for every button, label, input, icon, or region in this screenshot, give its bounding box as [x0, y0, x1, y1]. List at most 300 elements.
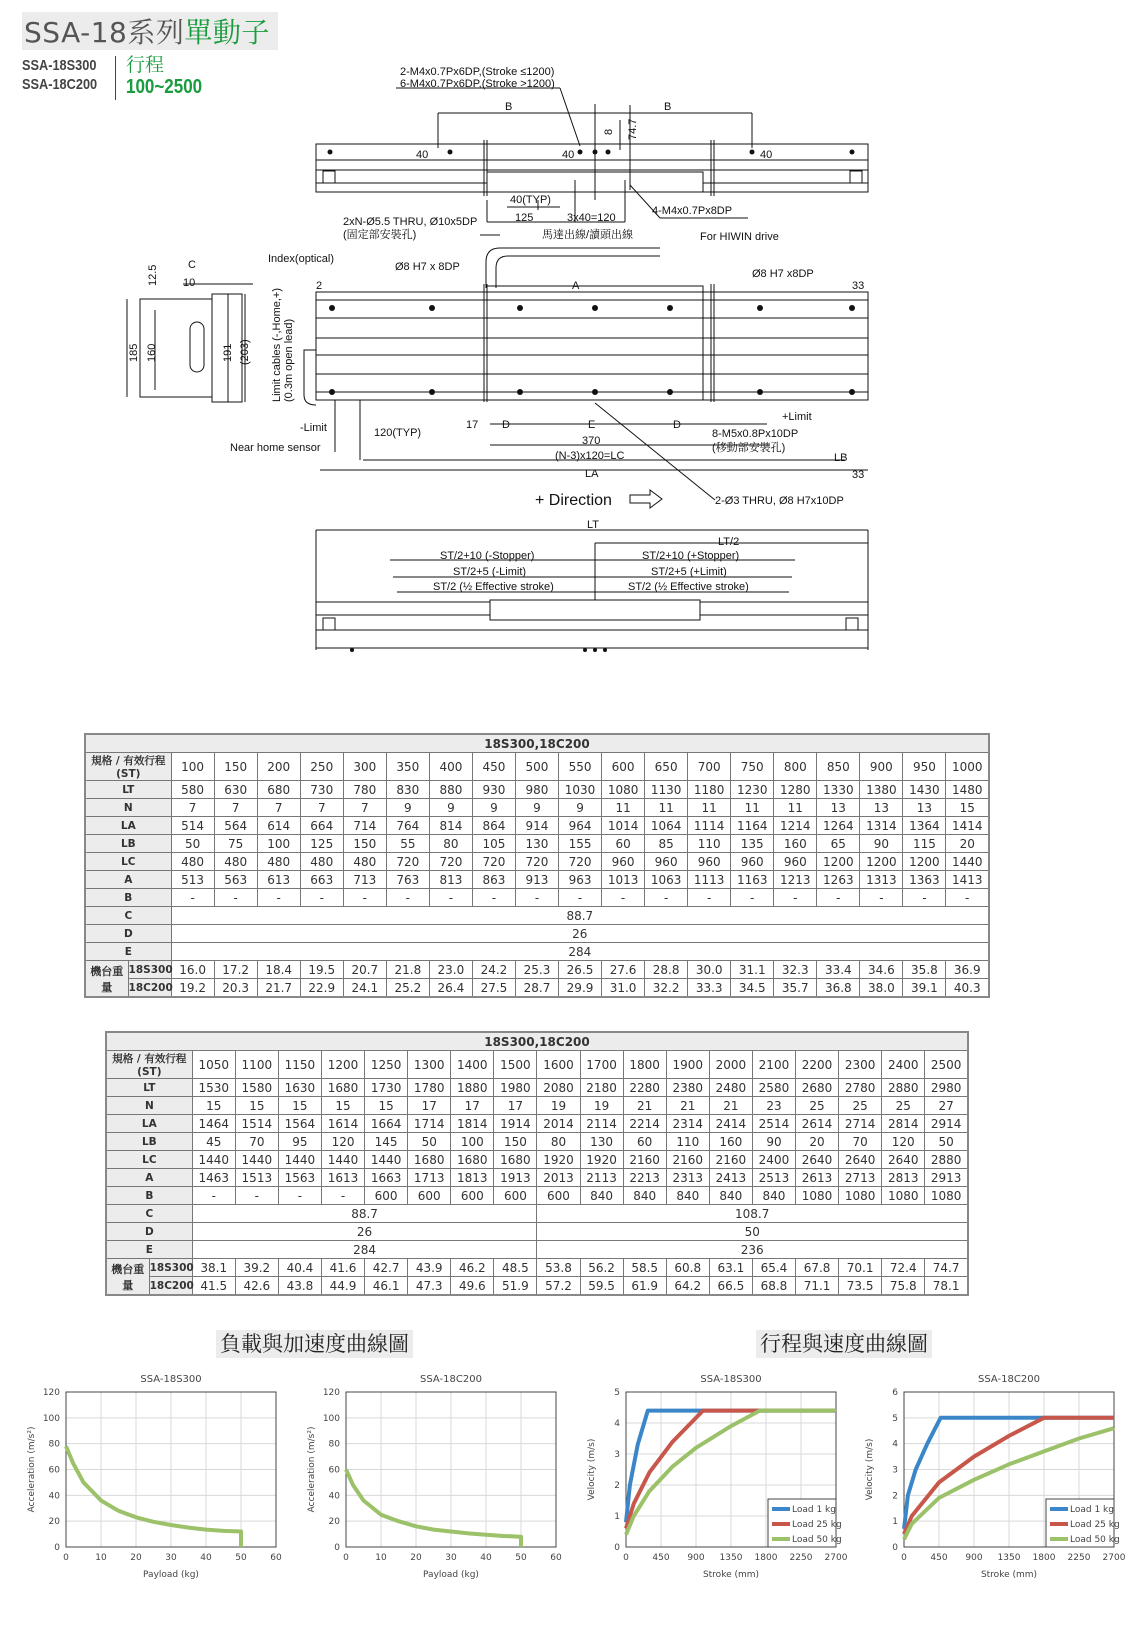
label-191: 191: [222, 343, 234, 362]
value-cell: 1430: [903, 781, 946, 799]
x-axis-label: Payload (kg): [423, 1570, 479, 1580]
y-tick: 80: [48, 1439, 60, 1450]
model-name: SSA-18S300: [22, 57, 97, 74]
stroke-cell: 200: [257, 753, 300, 781]
label-40: 40: [416, 149, 429, 161]
x-tick: 0: [63, 1553, 69, 1563]
label-120typ: 120(TYP): [374, 427, 422, 439]
weight-cell: 36.8: [817, 979, 860, 998]
table-row: [106, 1133, 968, 1151]
value-cell: 960: [774, 853, 817, 871]
label-eff-neg: ST/2 (½ Effective stroke): [433, 581, 554, 593]
weight-cell: 65.4: [752, 1259, 795, 1277]
value-cell: 2280: [623, 1079, 666, 1097]
x-tick: 1350: [997, 1553, 1021, 1563]
merged-value-cell: 284: [171, 943, 989, 961]
value-cell: 160: [709, 1133, 752, 1151]
value-cell: 2480: [709, 1079, 752, 1097]
label-fixed-mount: (固定部安裝孔): [343, 229, 417, 241]
x-tick: 2700: [1102, 1553, 1126, 1563]
x-tick: 0: [343, 1553, 349, 1563]
weight-cell: 19.5: [300, 961, 343, 979]
label-lt: LT: [587, 519, 600, 531]
model-name: SSA-18C200: [22, 76, 98, 93]
value-cell: 15: [365, 1097, 408, 1115]
legend-item: Load 1 kg: [1070, 1505, 1114, 1515]
value-cell: 813: [429, 871, 472, 889]
stroke-cell: 1900: [666, 1051, 709, 1079]
value-cell: 830: [386, 781, 429, 799]
value-cell: 11: [645, 799, 688, 817]
weight-cell: 70.1: [839, 1259, 882, 1277]
value-cell: 7: [300, 799, 343, 817]
weight-label: 機台重量: [85, 961, 128, 998]
value-cell: 720: [515, 853, 558, 871]
value-cell: -: [860, 889, 903, 907]
y-tick: 1: [614, 1512, 620, 1522]
x-tick: 10: [375, 1553, 387, 1563]
value-cell: 60: [623, 1133, 666, 1151]
section-title-stroke-velocity: 行程與速度曲線圖: [756, 1330, 932, 1358]
label-limit-cables: Limit cables (-,Home,+): [271, 287, 283, 402]
weight-cell: 71.1: [796, 1277, 839, 1296]
value-cell: 1263: [817, 871, 860, 889]
value-cell: 1030: [559, 781, 602, 799]
value-cell: 1563: [278, 1169, 321, 1187]
row-label: B: [106, 1187, 192, 1205]
chart-svg: [20, 1370, 290, 1580]
value-cell: 720: [559, 853, 602, 871]
legend-item: Load 50 kg: [1070, 1535, 1120, 1545]
row-label: LA: [106, 1115, 192, 1133]
label-m4-8dp: 4-M4x0.7Px8DP: [652, 205, 733, 217]
value-cell: 1880: [451, 1079, 494, 1097]
weight-cell: 29.9: [559, 979, 602, 998]
label-motor-cable: 馬達出線/讀頭出線: [542, 229, 634, 241]
value-cell: 17: [408, 1097, 451, 1115]
value-cell: 9: [515, 799, 558, 817]
weight-cell: 49.6: [451, 1277, 494, 1296]
label-17: 17: [466, 419, 479, 431]
table-row: [85, 889, 989, 907]
weight-cell: 26.5: [559, 961, 602, 979]
label-dowel: 2-Ø3 THRU, Ø8 H7x10DP: [715, 495, 844, 507]
value-cell: 50: [925, 1133, 968, 1151]
series-line: [66, 1446, 241, 1547]
value-cell: 155: [559, 835, 602, 853]
value-cell: 720: [386, 853, 429, 871]
label-limit-pos: ST/2+5 (+Limit): [651, 566, 727, 578]
title-prefix: SSA-18系列: [24, 16, 185, 49]
model-label: 18C200: [149, 1277, 192, 1296]
value-cell: 1580: [235, 1079, 278, 1097]
value-cell: -: [321, 1187, 364, 1205]
value-cell: 1080: [602, 781, 645, 799]
value-cell: 25: [796, 1097, 839, 1115]
weight-cell: 34.5: [731, 979, 774, 998]
chart-velocity-18s300: [580, 1370, 850, 1584]
x-tick: 0: [623, 1553, 629, 1563]
value-cell: -: [559, 889, 602, 907]
value-cell: 7: [171, 799, 214, 817]
x-tick: 50: [515, 1553, 527, 1563]
value-cell: 714: [343, 817, 386, 835]
value-cell: 1200: [817, 853, 860, 871]
weight-cell: 20.7: [343, 961, 386, 979]
value-cell: 480: [171, 853, 214, 871]
value-cell: 1564: [278, 1115, 321, 1133]
value-cell: 1730: [365, 1079, 408, 1097]
x-tick: 40: [200, 1553, 212, 1563]
value-cell: 1080: [925, 1187, 968, 1205]
row-label: A: [106, 1169, 192, 1187]
y-tick: 0: [54, 1543, 60, 1553]
y-tick: 4: [892, 1439, 898, 1450]
x-axis-label: Stroke (mm): [980, 1570, 1038, 1580]
y-tick: 3: [614, 1450, 620, 1460]
value-cell: 864: [472, 817, 515, 835]
label-33: 33: [852, 469, 865, 481]
value-cell: 15: [192, 1097, 235, 1115]
value-cell: 840: [752, 1187, 795, 1205]
stroke-cell: 1050: [192, 1051, 235, 1079]
value-cell: 2780: [839, 1079, 882, 1097]
weight-cell: 36.9: [946, 961, 989, 979]
weight-cell: 38.1: [192, 1259, 235, 1277]
stroke-cell: 1500: [494, 1051, 537, 1079]
label-370: 370: [582, 435, 601, 447]
weight-cell: 25.2: [386, 979, 429, 998]
value-cell: 17: [494, 1097, 537, 1115]
value-cell: 115: [903, 835, 946, 853]
weight-cell: 17.2: [214, 961, 257, 979]
y-tick: 40: [328, 1491, 340, 1502]
x-tick: 450: [930, 1553, 948, 1563]
value-cell: 1480: [946, 781, 989, 799]
value-cell: 713: [343, 871, 386, 889]
stroke-cell: 100: [171, 753, 214, 781]
chart-title: SSA-18C200: [978, 1374, 1040, 1385]
value-cell: 2640: [882, 1151, 925, 1169]
value-cell: 15: [278, 1097, 321, 1115]
value-cell: 1440: [235, 1151, 278, 1169]
value-cell: 2513: [752, 1169, 795, 1187]
label-open-lead: (0.3m open lead): [283, 318, 295, 402]
value-cell: 1330: [817, 781, 860, 799]
y-tick: 2: [614, 1481, 620, 1491]
value-cell: 90: [860, 835, 903, 853]
value-cell: 720: [472, 853, 515, 871]
section-title-load-accel: 負載與加速度曲線圖: [216, 1330, 413, 1358]
value-cell: 130: [580, 1133, 623, 1151]
row-label: LC: [106, 1151, 192, 1169]
value-cell: 1080: [882, 1187, 925, 1205]
y-tick: 100: [322, 1413, 340, 1424]
value-cell: -: [903, 889, 946, 907]
label-185: 185: [128, 343, 140, 362]
weight-cell: 16.0: [171, 961, 214, 979]
value-cell: 1513: [235, 1169, 278, 1187]
label-160: 160: [146, 343, 158, 362]
weight-cell: 39.1: [903, 979, 946, 998]
value-cell: 2613: [796, 1169, 839, 1187]
value-cell: 120: [321, 1133, 364, 1151]
value-cell: 2880: [882, 1079, 925, 1097]
weight-cell: 25.3: [515, 961, 558, 979]
stroke-label: 行程: [126, 54, 165, 76]
weight-cell: 41.5: [192, 1277, 235, 1296]
row-label: N: [85, 799, 171, 817]
value-cell: 21: [709, 1097, 752, 1115]
value-cell: 25: [839, 1097, 882, 1115]
y-tick: 120: [322, 1388, 340, 1398]
value-cell: -: [515, 889, 558, 907]
label-74-7: 74.7: [627, 118, 639, 140]
stroke-cell: 850: [817, 753, 860, 781]
label-index: Index(optical): [268, 253, 335, 265]
value-cell: 1780: [408, 1079, 451, 1097]
value-cell: 1080: [796, 1187, 839, 1205]
value-cell: 27: [925, 1097, 968, 1115]
y-tick: 2: [892, 1491, 898, 1502]
y-tick: 0: [614, 1543, 620, 1553]
table-row: [85, 871, 989, 889]
y-tick: 80: [328, 1439, 340, 1450]
value-cell: -: [774, 889, 817, 907]
value-cell: 963: [559, 871, 602, 889]
value-cell: 1114: [688, 817, 731, 835]
x-axis-label: Payload (kg): [143, 1570, 199, 1580]
weight-cell: 60.8: [666, 1259, 709, 1277]
row-label: C: [106, 1205, 192, 1223]
value-cell: 125: [300, 835, 343, 853]
table-caption: 18S300,18C200: [85, 734, 989, 753]
value-cell: 2380: [666, 1079, 709, 1097]
value-cell: 1213: [774, 871, 817, 889]
value-cell: 863: [472, 871, 515, 889]
stroke-cell: 1250: [365, 1051, 408, 1079]
value-cell: 763: [386, 871, 429, 889]
row-label: LB: [85, 835, 171, 853]
row-label: LA: [85, 817, 171, 835]
value-cell: 480: [300, 853, 343, 871]
y-tick: 20: [328, 1517, 340, 1528]
value-cell: 2160: [666, 1151, 709, 1169]
weight-cell: 33.3: [688, 979, 731, 998]
value-cell: 814: [429, 817, 472, 835]
legend-item: Load 50 kg: [792, 1535, 842, 1545]
chart-title: SSA-18C200: [420, 1374, 482, 1385]
stroke-cell: 1100: [235, 1051, 278, 1079]
value-cell: 613: [257, 871, 300, 889]
table-row: [106, 1079, 968, 1097]
stroke-cell: 550: [559, 753, 602, 781]
stroke-cell: 950: [903, 753, 946, 781]
weight-cell: 47.3: [408, 1277, 451, 1296]
table-row: [85, 853, 989, 871]
legend-item: Load 25 kg: [1070, 1520, 1120, 1530]
weight-cell: 34.6: [860, 961, 903, 979]
stroke-cell: 350: [386, 753, 429, 781]
x-tick: 1800: [754, 1553, 778, 1563]
x-tick: 20: [130, 1553, 142, 1563]
stroke-cell: 700: [688, 753, 731, 781]
weight-cell: 72.4: [882, 1259, 925, 1277]
weight-cell: 31.0: [602, 979, 645, 998]
weight-cell: 31.1: [731, 961, 774, 979]
y-tick: 120: [42, 1388, 60, 1398]
series-line: [346, 1470, 521, 1548]
stroke-cell: 1000: [946, 753, 989, 781]
value-cell: -: [235, 1187, 278, 1205]
label-e: E: [588, 419, 596, 431]
table-row: [85, 907, 989, 925]
value-cell: 564: [214, 817, 257, 835]
value-cell: 70: [235, 1133, 278, 1151]
value-cell: 730: [300, 781, 343, 799]
model-label: 18S300: [149, 1259, 192, 1277]
weight-cell: 19.2: [171, 979, 214, 998]
weight-cell: 33.4: [817, 961, 860, 979]
x-tick: 2250: [789, 1553, 813, 1563]
value-cell: 95: [278, 1133, 321, 1151]
label-tap-a: 2-M4x0.7Px6DP,(Stroke ≤1200): [400, 66, 555, 78]
value-cell: 600: [408, 1187, 451, 1205]
weight-cell: 74.7: [925, 1259, 968, 1277]
weight-cell: 75.8: [882, 1277, 925, 1296]
stroke-cell: 300: [343, 753, 386, 781]
stroke-cell: 600: [602, 753, 645, 781]
value-cell: 2214: [623, 1115, 666, 1133]
table-row: [106, 1115, 968, 1133]
value-cell: 20: [796, 1133, 839, 1151]
legend-item: Load 25 kg: [792, 1520, 842, 1530]
label-40: 40: [562, 149, 575, 161]
value-cell: 600: [494, 1187, 537, 1205]
stroke-cell: 1150: [278, 1051, 321, 1079]
technical-drawing: [0, 0, 1138, 680]
value-cell: 1614: [321, 1115, 364, 1133]
spec-table-2: [105, 1031, 969, 1296]
weight-cell: 21.8: [386, 961, 429, 979]
row-label: LB: [106, 1133, 192, 1151]
label-lt-half: LT/2: [718, 536, 740, 548]
weight-cell: 38.0: [860, 979, 903, 998]
merged-value-cell: 88.7: [192, 1205, 537, 1223]
value-cell: -: [214, 889, 257, 907]
value-cell: 21: [666, 1097, 709, 1115]
value-cell: 1920: [537, 1151, 580, 1169]
weight-cell: 78.1: [925, 1277, 968, 1296]
stroke-cell: 2300: [839, 1051, 882, 1079]
value-cell: 1313: [860, 871, 903, 889]
table-caption: 18S300,18C200: [106, 1032, 968, 1051]
stroke-range: 100~2500: [126, 76, 203, 98]
value-cell: 20: [946, 835, 989, 853]
value-cell: 2080: [537, 1079, 580, 1097]
weight-cell: 66.5: [709, 1277, 752, 1296]
row-label: C: [85, 907, 171, 925]
value-cell: -: [645, 889, 688, 907]
weight-cell: 26.4: [429, 979, 472, 998]
table-row: [85, 925, 989, 943]
label-tap-b: 6-M4x0.7Px6DP,(Stroke >1200): [400, 78, 555, 90]
value-cell: 100: [451, 1133, 494, 1151]
chart-svg: [300, 1370, 570, 1580]
weight-cell: 30.0: [688, 961, 731, 979]
stroke-cell: 900: [860, 753, 903, 781]
value-cell: 19: [580, 1097, 623, 1115]
x-tick: 1800: [1032, 1553, 1056, 1563]
value-cell: 80: [429, 835, 472, 853]
value-cell: 1680: [321, 1079, 364, 1097]
value-cell: 913: [515, 871, 558, 889]
weight-cell: 24.2: [472, 961, 515, 979]
value-cell: -: [278, 1187, 321, 1205]
row-label: LT: [85, 781, 171, 799]
value-cell: 1814: [451, 1115, 494, 1133]
value-cell: 105: [472, 835, 515, 853]
value-cell: 1200: [860, 853, 903, 871]
label-near-home: Near home sensor: [230, 442, 321, 454]
stroke-cell: 750: [731, 753, 774, 781]
value-cell: 1280: [774, 781, 817, 799]
value-cell: 1663: [365, 1169, 408, 1187]
weight-cell: 43.9: [408, 1259, 451, 1277]
value-cell: 630: [214, 781, 257, 799]
x-tick: 10: [95, 1553, 107, 1563]
weight-cell: 73.5: [839, 1277, 882, 1296]
stroke-cell: 1800: [623, 1051, 666, 1079]
y-tick: 40: [48, 1491, 60, 1502]
x-tick: 2700: [824, 1553, 848, 1563]
y-tick: 20: [48, 1517, 60, 1528]
value-cell: 19: [537, 1097, 580, 1115]
table-row: [106, 1169, 968, 1187]
value-cell: 2614: [796, 1115, 839, 1133]
weight-cell: 40.3: [946, 979, 989, 998]
drawing-svg: [0, 0, 1138, 680]
weight-cell: 18.4: [257, 961, 300, 979]
weight-cell: 40.4: [278, 1259, 321, 1277]
value-cell: 100: [257, 835, 300, 853]
stroke-cell: 2400: [882, 1051, 925, 1079]
value-cell: 1314: [860, 817, 903, 835]
x-tick: 900: [965, 1553, 983, 1563]
value-cell: 1414: [946, 817, 989, 835]
y-tick: 4: [614, 1419, 620, 1429]
value-cell: 70: [839, 1133, 882, 1151]
value-cell: 513: [171, 871, 214, 889]
value-cell: 2880: [925, 1151, 968, 1169]
value-cell: 2400: [752, 1151, 795, 1169]
value-cell: 2314: [666, 1115, 709, 1133]
value-cell: 1113: [688, 871, 731, 889]
table-row: [106, 1187, 968, 1205]
value-cell: 45: [192, 1133, 235, 1151]
value-cell: 480: [343, 853, 386, 871]
label-la: LA: [585, 468, 599, 480]
value-cell: 600: [537, 1187, 580, 1205]
label-b-right: B: [664, 101, 672, 113]
value-cell: 2514: [752, 1115, 795, 1133]
y-tick: 5: [614, 1388, 620, 1398]
stroke-cell: 450: [472, 753, 515, 781]
value-cell: 11: [688, 799, 731, 817]
table-row: [106, 1223, 968, 1241]
weight-cell: 63.1: [709, 1259, 752, 1277]
label-m5-holes: 8-M5x0.8Px10DP: [712, 428, 799, 440]
